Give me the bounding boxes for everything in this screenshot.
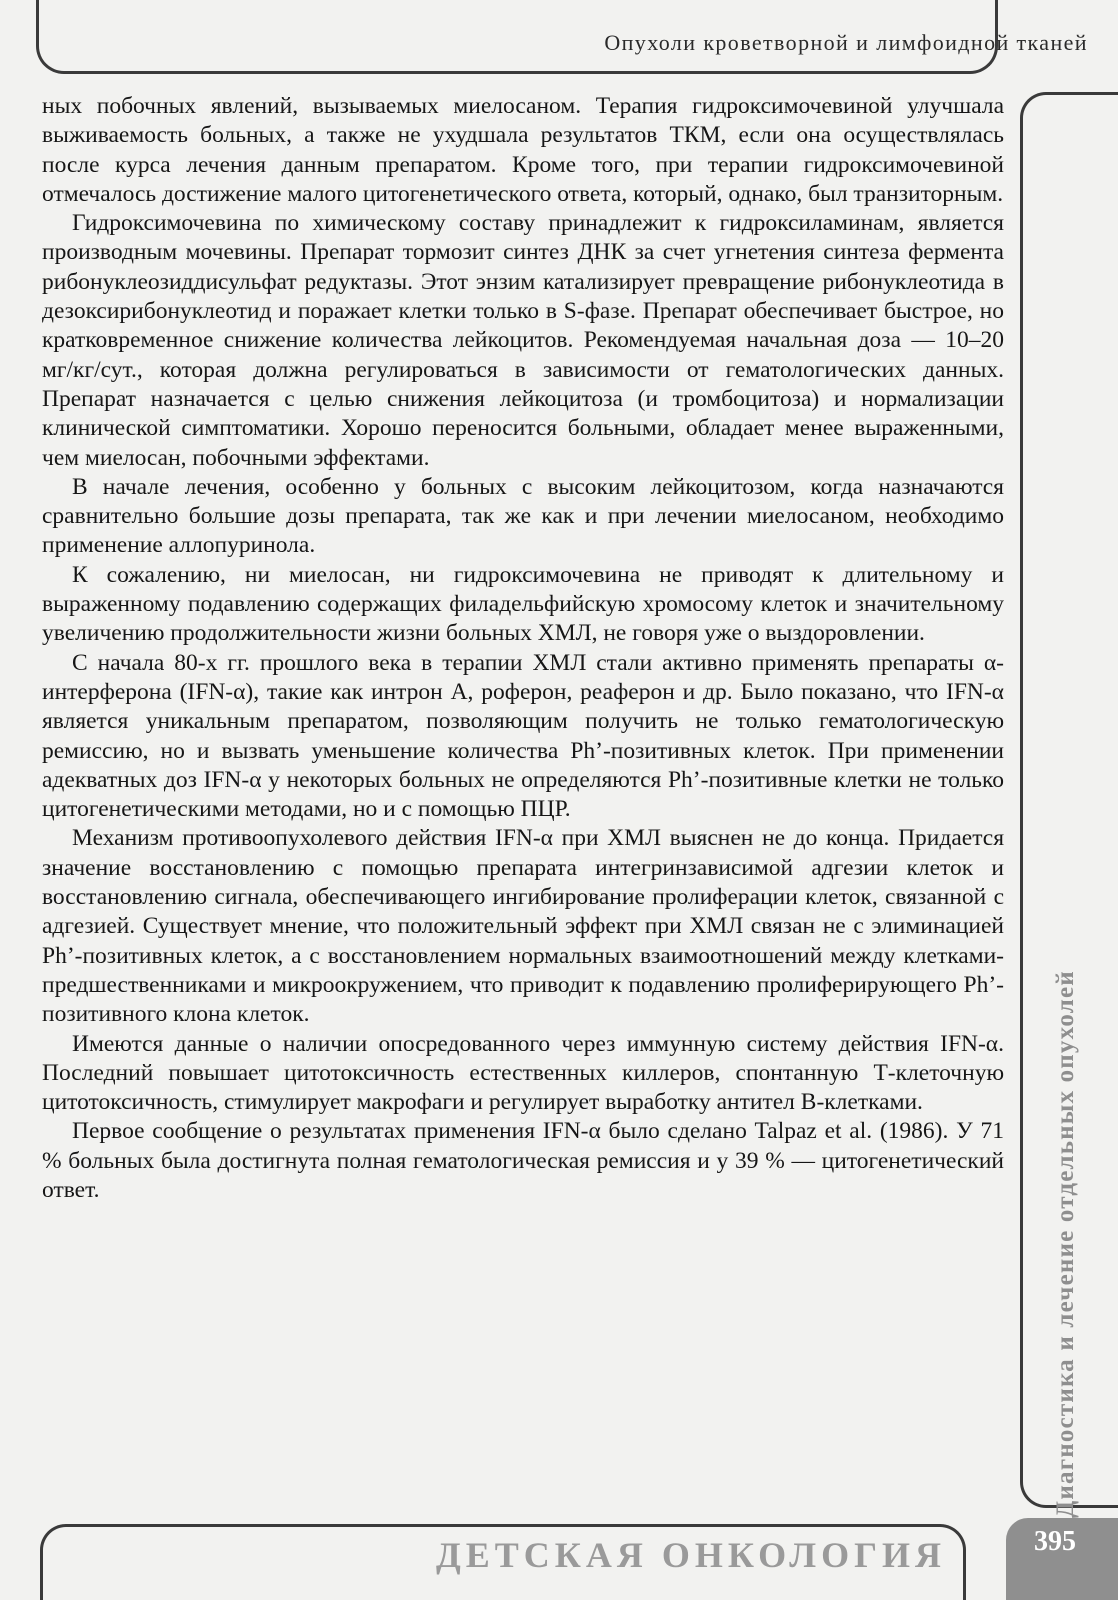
paragraph: К сожалению, ни миелосан, ни гидроксимочевина не приводят к длительному и выраженному подавлению содержащих филадельфийскую хромосому клеток и значительному увеличению продолжительности жизни больных ХМЛ, не говоря уже о выздоровлении. [42, 561, 1004, 647]
paragraph: Имеются данные о наличии опосредованного через иммунную систему действия IFN-α. Последний повышает цитотоксичность естественных киллеров, спонтанную Т-клеточную цитотоксичность, стимулирует макрофаги и регулирует выработку антител В-клетками. [42, 1030, 1004, 1116]
paragraph: ных побочных явлений, вызываемых миелосаном. Терапия гидроксимочевиной улучшала выживаемость больных, а также не ухудшала результатов ТКМ, если она осуществлялась после курса лечения данным препаратом. Кроме того, при терапии гидроксимочевиной отмечалось достижение малого цитогенетического ответа, который, однако, был транзиторным. [42, 93, 1004, 207]
paragraph: В начале лечения, особенно у больных с высоким лейкоцитозом, когда назначаются сравнительно большие дозы препарата, так же как и при лечении миелосаном, необходимо применение аллопуринола. [42, 473, 1004, 559]
paragraph: Механизм противоопухолевого действия IFN-α при ХМЛ выяснен не до конца. Придается значение восстановлению с помощью препарата интегринзависимой адгезии клеток и восстановлению сигнала, обеспечивающего ингибирование пролиферации клеток, связанной с адгезией. Существует мнение, что положительный эффект при ХМЛ связан не с элиминацией Ph’-позитивных клеток, а с восстановлением нормальных взаимоотношений между клетками-предшественниками и микроокружением, что приводит к подавлению пролиферирующего Ph’-позитивного клона клеток. [42, 825, 1004, 1028]
paragraph: Первое сообщение о результатах применения IFN-α было сделано Talpaz et al. (1986). У 71 % больных была достигнута полная гематологическая ремиссия и у 39 % — цитогенетический ответ. [42, 1118, 1004, 1203]
body-text [42, 92, 1004, 1205]
running-head: Опухоли кроветворной и лимфоидной тканей [604, 30, 1088, 55]
section-title: Диагностика и лечение отдельных опухолей [1052, 970, 1079, 1518]
book-title: ДЕТСКАЯ ОНКОЛОГИЯ [436, 1535, 947, 1575]
page-number: 395 [1034, 1526, 1076, 1557]
paragraph: Гидроксимочевина по химическому составу принадлежит к гидроксиламинам, является производным мочевины. Препарат тормозит синтез ДНК за счет угнетения синтеза фермента рибонуклеозиддисульфат редуктазы. Этот энзим катализирует превращение рибонуклеотида в дезоксирибонуклеотид и поражает клетки только в S-фазе. Препарат обеспечивает быстрое, но кратковременное снижение количества лейкоцитов. Рекомендуемая начальная доза — 10–20 мг/кг/сут., которая должна регулироваться в зависимости от гематологических данных. Препарат назначается с целью снижения лейкоцитоза (и тромбоцитоза) и нормализации клинической симптоматики. Хорошо переносится больными, обладает менее выраженными, чем миелосан, побочными эффектами. [42, 210, 1004, 471]
paragraph: С начала 80-х гг. прошлого века в терапии ХМЛ стали активно применять препараты α-интерферона (IFN-α), такие как интрон А, роферон, реаферон и др. Было показано, что IFN-α является уникальным препаратом, позволяющим получить не только гематологическую ремиссию, но и вызвать уменьшение количества Ph’-позитивных клеток. При применении адекватных доз IFN-α у некоторых больных не определяются Ph’-позитивные клетки не только цитогенетическими методами, но и с помощью ПЦР. [42, 649, 1004, 823]
